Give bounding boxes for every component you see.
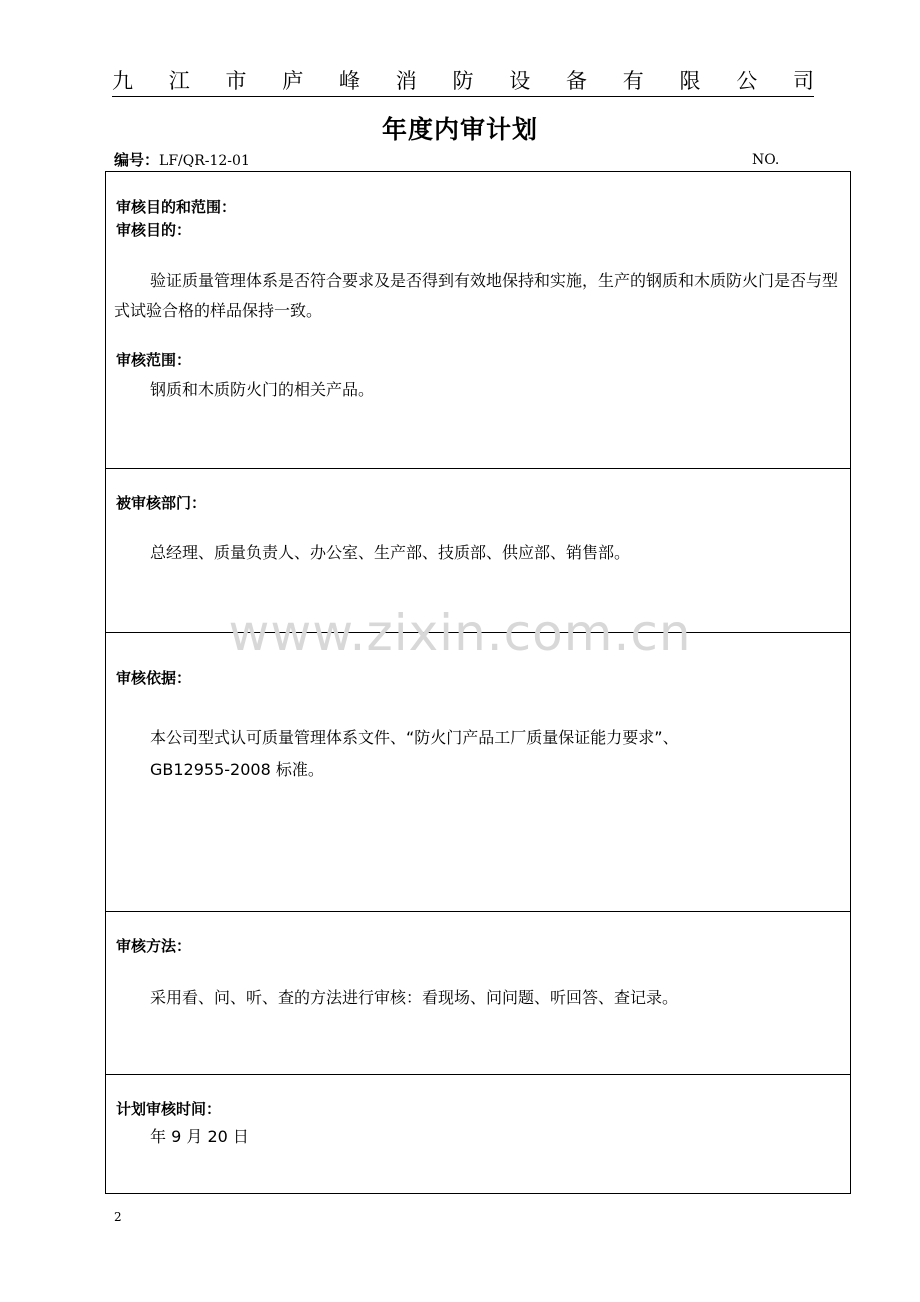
time-text: 年 9 月 20 日 — [150, 1127, 249, 1146]
header-divider — [112, 96, 814, 97]
section-time — [105, 1074, 851, 1194]
company-char: 公 — [736, 69, 758, 93]
page-number: 2 — [114, 1210, 122, 1224]
company-char: 备 — [566, 69, 587, 93]
company-char: 峰 — [339, 69, 360, 93]
scope-text: 钢质和木质防火门的相关产品。 — [150, 380, 375, 399]
company-char: 市 — [225, 69, 247, 93]
company-char: 司 — [793, 69, 814, 93]
scope-label: 审核范围： — [116, 351, 192, 369]
purpose-label: 审核目的： — [116, 221, 192, 239]
section-purpose-scope — [105, 171, 851, 468]
method-text: 采用看、问、听、查的方法进行审核：看现场、问问题、听回答、查记录。 — [150, 988, 679, 1007]
time-heading: 计划审核时间： — [116, 1100, 222, 1118]
document-number-value: LF/QR-12-01 — [159, 153, 250, 169]
watermark: www.zixin.com.cn — [228, 604, 692, 662]
basis-text-line1: 本公司型式认可质量管理体系文件、“防火门产品工厂质量保证能力要求”、 — [150, 728, 679, 747]
basis-text-line2: GB12955-2008 标准。 — [150, 760, 324, 779]
departments-heading: 被审核部门： — [116, 494, 207, 512]
company-name — [112, 66, 814, 96]
company-char: 限 — [679, 69, 701, 93]
document-number-label: 编号： — [114, 151, 160, 169]
purpose-scope-heading: 审核目的和范围： — [116, 198, 237, 216]
company-char: 九 — [112, 69, 133, 93]
company-char: 庐 — [282, 69, 304, 93]
method-heading: 审核方法： — [116, 937, 192, 955]
serial-number-label: NO. — [752, 152, 780, 168]
section-method — [105, 911, 851, 1074]
purpose-text: 验证质量管理体系是否符合要求及是否得到有效地保持和实施，生产的钢质和木质防火门是否与型式试验合格的样品保持一致。 — [114, 271, 839, 320]
company-char: 江 — [168, 69, 190, 93]
company-char: 设 — [509, 69, 531, 93]
company-char: 防 — [452, 69, 474, 93]
basis-heading: 审核依据： — [116, 669, 192, 687]
company-char: 有 — [622, 69, 644, 93]
section-basis — [105, 632, 851, 911]
page-title: 年度内审计划 — [381, 115, 538, 144]
company-char: 消 — [395, 69, 417, 93]
departments-text: 总经理、质量负责人、办公室、生产部、技质部、供应部、销售部。 — [150, 543, 631, 562]
document-number — [114, 150, 250, 171]
